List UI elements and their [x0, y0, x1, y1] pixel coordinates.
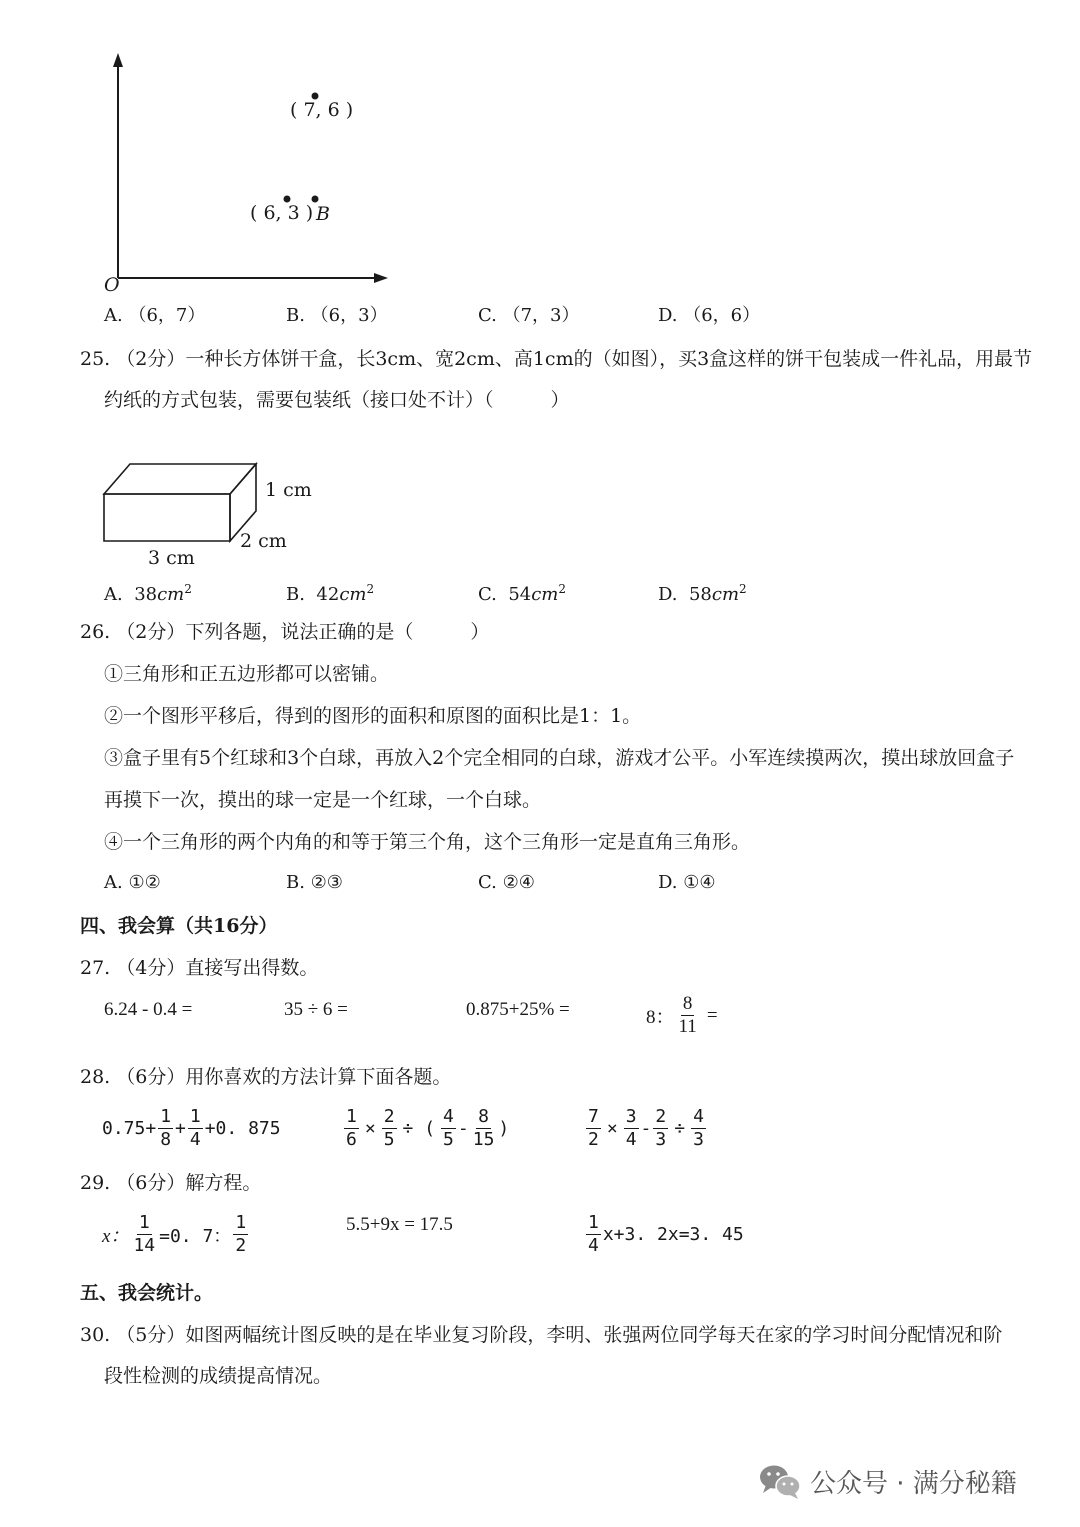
q26-statement-3b: 再摸下一次，摸出的球一定是一个红球，一个白球。	[104, 789, 542, 811]
q26-option-b: B. ②③	[286, 872, 343, 893]
q24-option-a: A. （6，7）	[104, 305, 206, 326]
point-label-b: B	[316, 203, 330, 225]
q29-equation-b: 5.5+9x = 17.5	[346, 1214, 453, 1235]
q26-statement-1: ①三角形和正五边形都可以密铺。	[104, 663, 390, 685]
wechat-icon	[758, 1462, 802, 1500]
q26-option-a: A. ①②	[104, 872, 161, 893]
coordinate-graph	[90, 45, 410, 295]
q27-expr-3: 0.875+25% =	[466, 999, 570, 1020]
q27-stem: 27. （4分）直接写出得数。	[80, 957, 319, 979]
q28-expr-c: $\frac{7}{2}$ × $\frac{3}{4}$ - $\frac{2}{3}$ ÷ $\frac{4}{3}$	[588, 1106, 704, 1150]
cuboid-diagram	[100, 460, 260, 545]
x-axis-arrow	[374, 273, 388, 283]
q30-stem-line2: 段性检测的成绩提高情况。	[104, 1365, 333, 1387]
q27-expr-1: 6.24 - 0.4 =	[104, 999, 193, 1020]
section-4-heading: 四、我会算（共16分）	[80, 915, 278, 937]
q29-stem: 29. （6分）解方程。	[80, 1172, 262, 1194]
watermark	[758, 1462, 1017, 1500]
q25-stem-line1: 25. （2分）一种长方体饼干盒，长3cm、宽2cm、高1cm的（如图），买3盒这样的饼干包装成一件礼品，用最节	[80, 348, 1033, 370]
q25-option-b: B. $42cm^2$	[286, 582, 375, 605]
cuboid-height-label: 1 cm	[265, 479, 312, 501]
q24-option-b: B. （6，3）	[286, 305, 388, 326]
q28-expr-b: $\frac{1}{6}$ × $\frac{2}{5}$ ÷ ( $\frac{4}{5}$ - $\frac{8}{15}$ )	[346, 1106, 510, 1150]
q27-expr-2: 35 ÷ 6 =	[284, 999, 348, 1020]
q29-equation-a: x： $\frac{1}{14}$ =0. 7： $\frac{1}{2}$	[102, 1212, 247, 1256]
q28-expr-a: 0.75+ $\frac{1}{8}$ + $\frac{1}{4}$ +0. 875	[102, 1106, 281, 1150]
q30-stem-line1: 30. （5分）如图两幅统计图反映的是在毕业复习阶段，李明、张强两位同学每天在家的学习时间分配情况和阶	[80, 1324, 1003, 1346]
point-label-7-6: ( 7, 6 )	[290, 99, 354, 121]
section-5-heading: 五、我会统计。	[80, 1282, 214, 1304]
q24-option-c: C. （7，3）	[478, 305, 580, 326]
q26-option-d: D. ①④	[658, 872, 716, 893]
y-axis-arrow	[113, 53, 123, 67]
q26-statement-4: ④一个三角形的两个内角的和等于第三个角，这个三角形一定是直角三角形。	[104, 831, 751, 853]
q25-option-a: A. $38cm^2$	[104, 582, 192, 605]
q27-expr-4: 8： $\frac{8}{11}$ =	[646, 993, 718, 1037]
cuboid-length-label: 3 cm	[148, 547, 195, 569]
origin-label: O	[104, 274, 120, 296]
q24-option-d: D. （6，6）	[658, 305, 761, 326]
q26-option-c: C. ②④	[478, 872, 535, 893]
q28-stem: 28. （6分）用你喜欢的方法计算下面各题。	[80, 1066, 452, 1088]
fraction: $\frac{8}{11}$	[678, 993, 697, 1037]
q26-statement-3a: ③盒子里有5个红球和3个白球，再放入2个完全相同的白球，游戏才公平。小军连续摸两次，摸出球放回盒子	[104, 747, 1015, 769]
watermark-text: 公众号 · 满分秘籍	[810, 1468, 1017, 1499]
point-label-6-3: ( 6, 3 )	[250, 202, 314, 224]
cuboid-width-label: 2 cm	[240, 530, 287, 552]
q25-option-c: C. $54cm^2$	[478, 582, 567, 605]
q29-equation-c: $\frac{1}{4}$ x+3. 2x=3. 45	[588, 1212, 744, 1256]
q26-stem: 26. （2分）下列各题，说法正确的是（ ）	[80, 621, 490, 643]
q25-option-d: D. $58cm^2$	[658, 582, 747, 605]
q25-stem-line2: 约纸的方式包装，需要包装纸（接口处不计）（ ）	[104, 389, 570, 411]
q26-statement-2: ②一个图形平移后，得到的图形的面积和原图的面积比是1：1。	[104, 705, 642, 727]
